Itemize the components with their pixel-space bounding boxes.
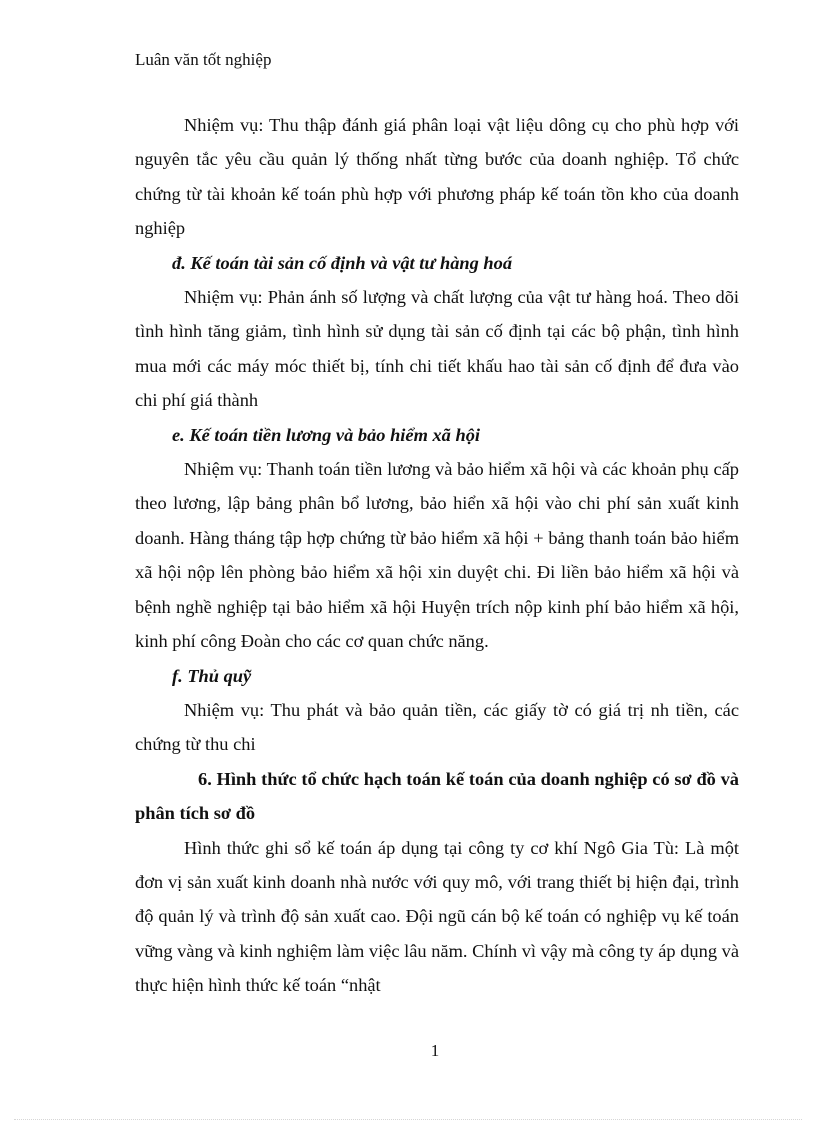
heading-treasurer: f. Thủ quỹ <box>172 665 252 686</box>
paragraph-task-materials: Nhiệm vụ: Thu thập đánh giá phân loại vật liệu dông cụ cho phù hợp với nguyên tắc yêu cầu quản lý thống nhất từng bước của doanh nghiệp. Tổ chức chứng từ tài khoản kế toán phù hợp với phương pháp kế toán tồn kho của doanh nghiệp <box>135 115 739 239</box>
paragraph-task-treasurer: Nhiệm vụ: Thu phát và bảo quản tiền, các giấy tờ có giá trị nh tiền, các chứng từ thu chi <box>135 699 739 755</box>
document-header: Luân văn tốt nghiệp <box>135 50 272 69</box>
paragraph-task-payroll: Nhiệm vụ: Thanh toán tiền lương và bảo hiểm xã hội và các khoản phụ cấp theo lương, lập bảng phân bổ lương, bảo hiển xã hội vào chi phí sản xuất kinh doanh. Hàng tháng tập hợp chứng từ bảo hiểm xã hội + bảng thanh toán bảo hiểm xã hội nộp lên phòng bảo hiểm xã hội xin duyệt chi. Đi liền bảo hiểm xã hội và bệnh nghề nghiệp tại bảo hiểm xã hội Huyện trích nộp kinh phí bảo hiểm xã hội, kinh phí công Đoàn cho các cơ quan chức năng. <box>135 459 739 652</box>
heading-fixed-assets: đ. Kế toán tài sản cố định và vật tư hàng hoá <box>172 252 513 273</box>
document-body <box>135 108 739 1003</box>
paragraph-accounting-form: Hình thức ghi sổ kế toán áp dụng tại công ty cơ khí Ngô Gia Tù: Là một đơn vị sản xuất kinh doanh nhà nước với quy mô, với trang thiết bị hiện đại, trình độ quản lý và trình độ sản xuất cao. Đội ngũ cán bộ kế toán có nghiệp vụ kế toán vững vàng và kinh nghiệm làm việc lâu năm. Chính vì vậy mà công ty áp dụng và thực hiện hình thức kế toán “nhật <box>135 837 739 996</box>
paragraph-task-fixed-assets: Nhiệm vụ: Phản ánh số lượng và chất lượng của vật tư hàng hoá. Theo dõi tình hình tăng giảm, tình hình sử dụng tài sản cố định tại các bộ phận, tình hình mua mới các máy móc thiết bị, tính chi tiết khấu hao tài sản cố định để đưa vào chi phí giá thành <box>135 287 739 411</box>
page-bottom-divider <box>14 1119 802 1120</box>
heading-section-6: 6. Hình thức tổ chức hạch toán kế toán của doanh nghiệp có sơ đồ và phân tích sơ đồ <box>135 768 739 824</box>
page-number: 1 <box>430 1041 440 1060</box>
heading-payroll-insurance: e. Kế toán tiền lương và bảo hiểm xã hội <box>172 424 480 445</box>
